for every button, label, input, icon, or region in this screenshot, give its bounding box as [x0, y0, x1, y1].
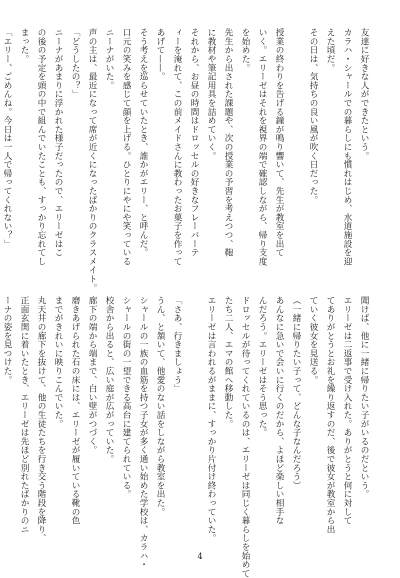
text-line: てありがとうとお礼を繰り返すのだ、後で彼女が教室から出	[325, 296, 335, 534]
text-line: そう考えを巡らせていたとき、誰かがエリー、と呼んだ。	[138, 28, 148, 257]
text-line: いく。エリーゼはそれを視界の端で確認しながら、帰り支度	[257, 28, 267, 266]
text-line: ィーを淹れて、この前メイドさんに教わったお菓子を作って	[172, 28, 182, 266]
text-line: ていく彼女を見送る。	[308, 296, 318, 384]
text-line: まった。	[19, 28, 29, 64]
text-line	[287, 28, 304, 266]
text-block-bottom	[2, 296, 372, 578]
text-line: ーナの姿を見つけた。	[2, 296, 12, 384]
page-number: 4	[197, 552, 203, 561]
text-line: ニーナがいた。	[104, 28, 114, 90]
text-line: ドロッセルが待ってくれているのは、エリーゼは同じく暮らしを始めて	[240, 296, 250, 578]
text-line: 正面玄関に着いたとき、エリーゼは先ほど別れたばかりのニ	[19, 296, 29, 534]
text-line: 「どうしたの？」	[70, 28, 80, 99]
text-line: の後の予定を頭の中で組んでいたことも、すっかり忘れてし	[36, 28, 46, 266]
text-line: えた頃だ。	[325, 28, 335, 72]
text-line: までがきれいに映りこんでいた。	[53, 296, 63, 428]
text-line: ニーナがあまりに浮かれた様子だったので、エリーゼはこ	[53, 28, 63, 257]
text-line: 校舎から出ると、広い庭が広がっていた。	[104, 296, 114, 464]
text-line: エリーゼは言われるがままに、すっかり片付け終わっていた。	[206, 296, 216, 543]
text-line: 廊下の端から端まで、白い壁がつづく。	[87, 296, 97, 455]
text-line: に教材や筆記用具を詰めていく。	[206, 28, 216, 160]
text-line: それから、お昼の時間はドロッセルの好きなフレーバーテ	[189, 28, 199, 257]
text-line: エリーゼは二返事で受け入れた。ありがとうと何に対して	[342, 296, 352, 525]
text-line: 磨きあげられた石の床には、エリーゼが履いている靴の色	[70, 296, 80, 525]
text-line: 先生から出された課題や、次の授業の予習を考えつつ、鞄	[223, 28, 233, 257]
text-line: たち二人、エマの館へ移動した。	[223, 296, 233, 428]
text-line: 「さあ、行きましょう」	[172, 296, 182, 393]
text-line: んだろう。エリーゼはそう思った。	[257, 296, 267, 437]
text-line: その日は、気持ちの良い風が吹く日だった。	[308, 28, 318, 204]
text-line: 口元の笑みを感じて顔を上げる。ひとりにやにや笑っている	[121, 28, 131, 266]
text-line: 授業の終わりを告げる鐘が鳴り響いて、先生が教室を出て	[274, 28, 284, 257]
text-line	[185, 296, 202, 536]
text-line: あげて——。	[155, 28, 165, 81]
text-line: 聞けば、他に一緒に帰りたい子がいるのだという。	[359, 296, 369, 499]
text-line: カラハ・シャールでの暮らしにも慣れはじめ、水道施設を迎	[342, 28, 352, 266]
text-line: うん、と頷いて、他愛のない話をしながら教室を出た。	[155, 296, 165, 516]
text-line: 丸天井の廊下を抜けて、他の生徒たちを行き交う階段を降り、	[36, 296, 46, 543]
text-line: 友達に好きな人ができたという。	[359, 28, 369, 160]
text-line: シャールの一族の血筋を持つ子女が多く通い始めた学校は、カラハ・	[138, 296, 148, 569]
text-line: シャールの街の一望できる高台に建てられている。	[121, 296, 131, 499]
text-line: （一緒に帰りたい子って、どんな子なんだろう）	[291, 296, 301, 490]
text-line: を始めた。	[240, 28, 250, 72]
text-block-top	[2, 28, 372, 292]
text-line: あんなに急いで会いに行くのだから、よほど楽しい相手な	[274, 296, 284, 525]
text-line: 声の主は、最近になって席が近くになったばかりのクラスメイト。	[87, 28, 97, 292]
text-line: 「エリー、ごめんね。今日は一人で帰ってくれない？」	[2, 28, 12, 248]
